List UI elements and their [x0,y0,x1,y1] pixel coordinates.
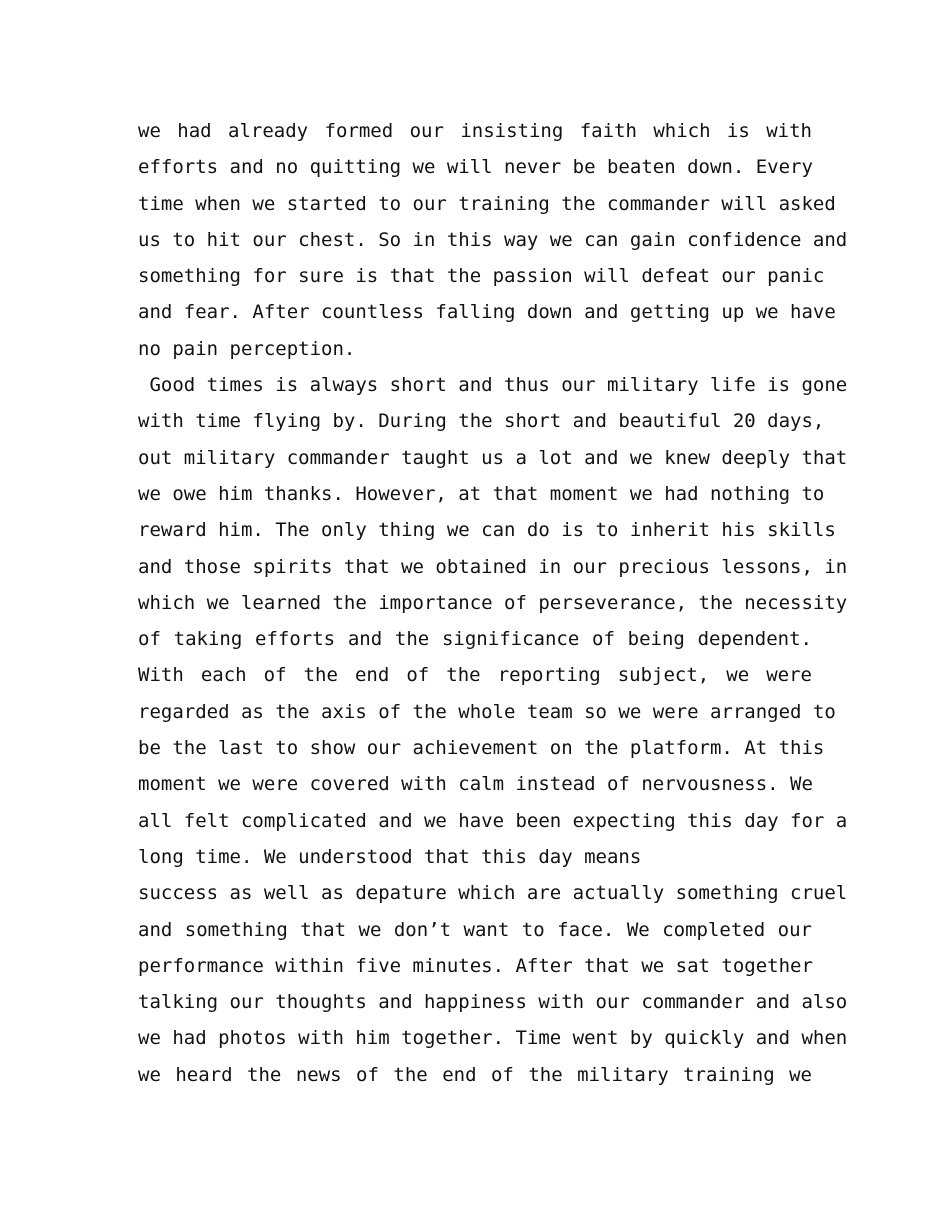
text-line: which we learned the importance of perseverance, the necessity [138,591,848,614]
text-line: reward him. The only thing we can do is to inherit his skills [138,519,836,542]
text-line: regarded as the axis of the whole team so we were arranged to [138,700,836,723]
text-line: With each of the end of the reporting subject, we were [138,664,812,687]
text-line: Good times is always short and thus our military life is gone [138,374,848,397]
text-line: performance within five minutes. After that we sat together [138,954,813,977]
text-line: time when we started to our training the commander will asked [138,192,836,215]
text-line: long time. We understood that this day means [138,845,642,868]
text-line: we had photos with him together. Time went by quickly and when [138,1027,848,1050]
text-line: and fear. After countless falling down and getting up we have [138,301,836,324]
text-line: we owe him thanks. However, at that moment we had nothing to [138,482,825,505]
text-line: talking our thoughts and happiness with our commander and also [138,991,848,1014]
text-line: we had already formed our insisting faith which is with [138,120,812,142]
body-text [138,113,848,1093]
text-line: with time flying by. During the short and beautiful 20 days, [138,410,825,433]
text-line: no pain perception. [138,337,356,360]
text-line: something for sure is that the passion will defeat our panic [138,265,825,288]
text-line: us to hit our chest. So in this way we can gain confidence and [138,228,848,251]
text-line: moment we were covered with calm instead of nervousness. We [138,773,813,796]
text-line: and those spirits that we obtained in our precious lessons, in [138,555,848,578]
text-line: we heard the news of the end of the military training we [138,1063,812,1086]
text-line: all felt complicated and we have been expecting this day for a [138,809,848,832]
text-line: efforts and no quitting we will never be beaten down. Every [138,156,813,179]
text-line: success as well as depature which are actually something cruel [138,882,848,905]
text-line: of taking efforts and the significance of being dependent. [138,628,812,651]
text-line: out military commander taught us a lot and we knew deeply that [138,446,848,469]
text-line: and something that we don’t want to face. We completed our [138,918,812,941]
text-line: be the last to show our achievement on the platform. At this [138,737,825,760]
